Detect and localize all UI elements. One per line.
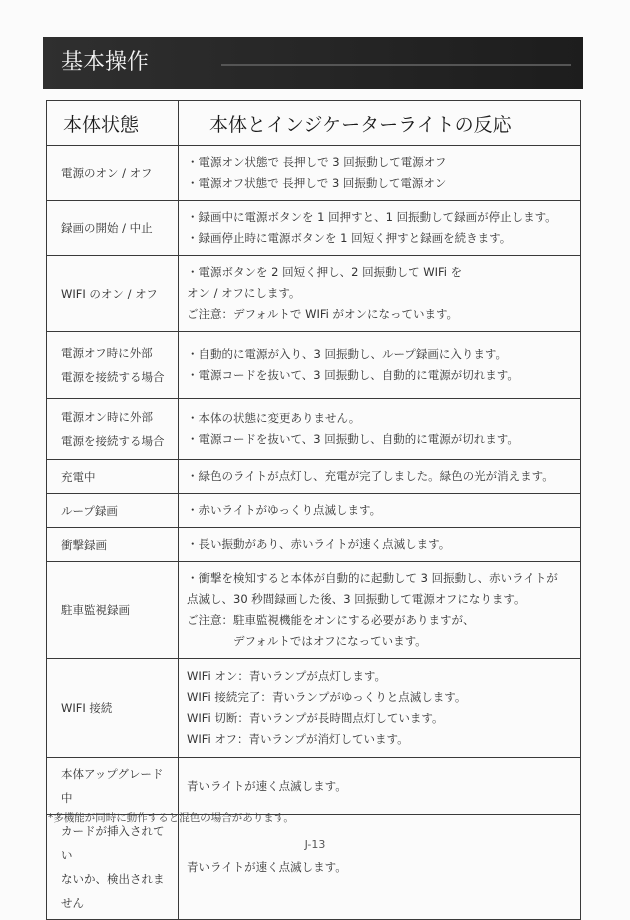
state-label: ないか、検出されません: [61, 872, 165, 910]
response-line: ・電源コードを抜いて、3 回振動し、自動的に電源が切れます。: [187, 368, 519, 382]
response-cell: [179, 399, 581, 460]
state-label: 充電中: [61, 469, 96, 484]
header-divider: [221, 64, 571, 66]
table-row: [47, 399, 581, 460]
response-line: ご注意：駐車監視機能をオンにする必要がありますが、: [187, 613, 475, 627]
state-label: 電源を接続する場合: [61, 434, 165, 448]
state-cell: [47, 256, 179, 332]
response-line: ・緑色のライトが点灯し、充電が完了しました。緑色の光が消えます。: [187, 469, 554, 483]
state-label: 電源を接続する場合: [61, 370, 165, 384]
response-line: ・電源オン状態で 長押しで 3 回振動して電源オフ: [187, 155, 447, 169]
operations-table: [46, 100, 581, 920]
response-line: WIFi オン：青いランプが点灯します。: [187, 669, 386, 683]
response-cell: [179, 146, 581, 201]
response-cell: [179, 201, 581, 256]
state-label: 本体アップグレード中: [61, 767, 164, 805]
table-row: [47, 201, 581, 256]
state-label: カードが挿入されてい: [61, 824, 165, 862]
table-row: [47, 815, 581, 920]
response-line: ・電源コードを抜いて、3 回振動し、自動的に電源が切れます。: [187, 432, 519, 446]
state-label: 駐車監視録画: [61, 603, 130, 617]
state-cell: [47, 815, 179, 920]
state-cell: [47, 659, 179, 758]
response-line: WIFi 切断：青いランプが長時間点灯しています。: [187, 711, 444, 725]
response-line: ・電源ボタンを 2 回短く押し、2 回振動して WIFi を: [187, 265, 463, 279]
table-header-row: [47, 101, 581, 146]
state-cell: [47, 528, 179, 562]
state-cell: [47, 201, 179, 256]
response-line: ・録画中に電源ボタンを 1 回押すと、1 回振動して録画が停止します。: [187, 210, 557, 224]
section-title: 基本操作: [61, 50, 150, 75]
table-row: [47, 332, 581, 399]
table-row: [47, 562, 581, 659]
response-line: ・赤いライトがゆっくり点滅します。: [187, 503, 382, 517]
response-cell: [179, 460, 581, 494]
column-header-response: 本体とインジケーターライトの反応: [179, 101, 581, 146]
response-cell: [179, 332, 581, 399]
response-cell: [179, 659, 581, 758]
response-cell: [179, 562, 581, 659]
response-line: 青いライトが速く点滅します。: [187, 778, 347, 793]
state-cell: [47, 562, 179, 659]
state-label: 衝撃録画: [61, 537, 107, 552]
response-line: オン / オフにします。: [187, 286, 301, 300]
response-line: ご注意：デフォルトで WIFi がオンになっています。: [187, 307, 459, 321]
response-line: 点滅し、30 秒間録画した後、3 回振動して電源オフになります。: [187, 592, 526, 606]
response-line: デフォルトではオフになっています。: [187, 634, 427, 648]
footnote: *多機能が同時に動作すると混色の場合があります。: [48, 812, 294, 824]
response-cell: [179, 494, 581, 528]
response-cell: [179, 758, 581, 815]
response-line: WIFi オフ：青いランプが消灯しています。: [187, 732, 409, 746]
response-line: ・長い振動があり、赤いライトが速く点滅します。: [187, 537, 451, 551]
page-number: J-13: [304, 838, 326, 851]
table-row: [47, 528, 581, 562]
state-label: WIFI のオン / オフ: [61, 286, 158, 301]
response-line: WIFi 接続完了：青いランプがゆっくりと点滅します。: [187, 690, 467, 704]
state-cell: [47, 494, 179, 528]
response-line: ・録画停止時に電源ボタンを 1 回短く押すと録画を続きます。: [187, 231, 512, 245]
table-row: [47, 146, 581, 201]
response-cell: [179, 256, 581, 332]
table-row: [47, 494, 581, 528]
response-cell: [179, 528, 581, 562]
state-cell: [47, 332, 179, 399]
state-cell: [47, 146, 179, 201]
state-label: 電源のオン / オフ: [61, 166, 153, 180]
state-cell: [47, 399, 179, 460]
response-line: ・本体の状態に変更ありません。: [187, 411, 361, 425]
state-label: 電源オフ時に外部: [61, 346, 153, 360]
state-label: ループ録画: [61, 503, 118, 518]
state-label: 電源オン時に外部: [61, 410, 153, 424]
response-line: ・自動的に電源が入り、3 回振動し、ループ録画に入ります。: [187, 347, 507, 361]
table-row: [47, 758, 581, 815]
state-cell: [47, 758, 179, 815]
table-row: [47, 460, 581, 494]
state-label: 録画の開始 / 中止: [61, 221, 153, 235]
response-line: ・電源オフ状態で 長押しで 3 回振動して電源オン: [187, 176, 447, 190]
state-label: WIFI 接続: [61, 701, 113, 715]
response-cell: [179, 815, 581, 920]
section-header: [43, 37, 583, 89]
table-row: [47, 659, 581, 758]
state-cell: [47, 460, 179, 494]
column-header-state: 本体状態: [47, 101, 179, 146]
table-row: [47, 256, 581, 332]
response-line: 青いライトが速く点滅します。: [187, 859, 347, 874]
response-line: ・衝撃を検知すると本体が自動的に起動して 3 回振動し、赤いライトが: [187, 571, 558, 585]
